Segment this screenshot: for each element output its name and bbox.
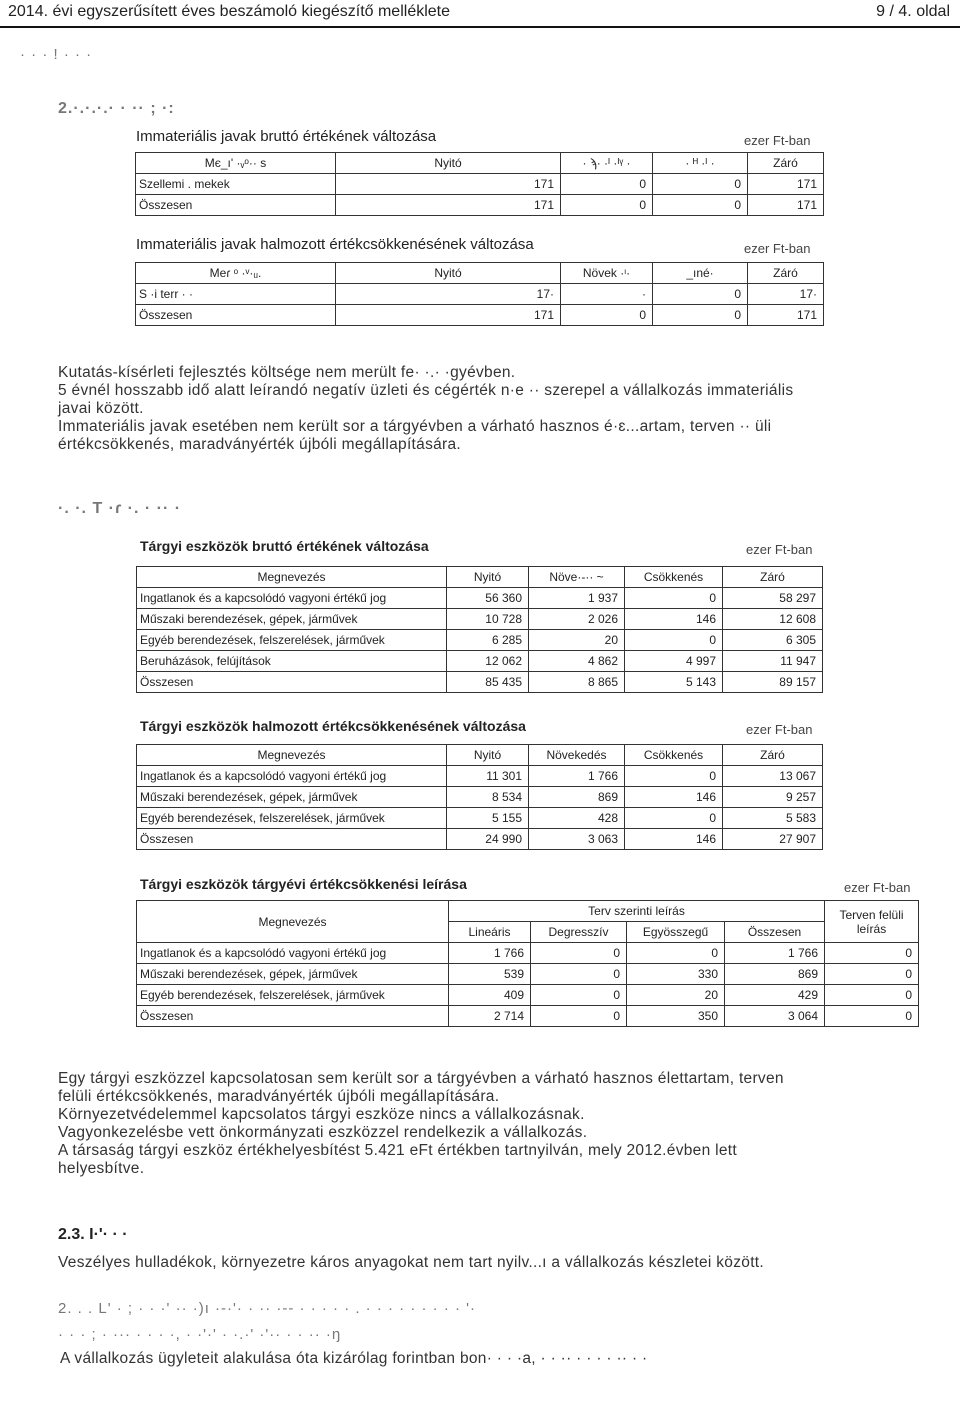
cell-value: 5 155 [447, 808, 529, 829]
row-label: Egyéb berendezések, felszerelések, járművek [137, 630, 447, 651]
cell-value: 1 937 [529, 588, 625, 609]
table-row [137, 588, 823, 609]
cell-value: 0 [625, 766, 723, 787]
header-cell: Záró [723, 745, 823, 766]
header-cell: Nyitó [336, 153, 561, 174]
text-line: értékcsökkenés, maradványérték újbóli megállapítására. [58, 436, 462, 453]
table-row [136, 195, 824, 216]
cell-value: 350 [627, 1006, 725, 1027]
header-cell: · ᴴ ·ᴵ · [653, 153, 748, 174]
text-line: 5 évnél hosszabb idő alatt leírandó negatív üzleti és cégérték n·e ·· szerepel a vállalkozás immateriális [58, 382, 794, 399]
cell-value: 0 [625, 630, 723, 651]
cell-value: 1 766 [449, 943, 531, 964]
table-title: Tárgyi eszközök bruttó értékének változása [140, 538, 429, 554]
header-cell: Növek ·ᶦ· [561, 263, 653, 284]
text-line: Kutatás-kísérleti fejlesztés költsége nem merült fe· ·.· ·gyévben. [58, 364, 516, 381]
cell-value: 85 435 [447, 672, 529, 693]
cell-value: 4 862 [529, 651, 625, 672]
tangible-depr-table [136, 744, 823, 850]
cell-value: 0 [531, 964, 627, 985]
header-cell: Záró [748, 263, 824, 284]
text-line: javai között. [58, 400, 144, 417]
garbled-line: · · · ; · ··· · · · ·, · ·'·' · ·.·' ·'·· · · ·· ·ŋ [58, 1326, 342, 1343]
header-cell: Növe·-·· ~ [529, 567, 625, 588]
text-line: A társaság tárgyi eszköz értékhelyesbítést 5.421 eFt értékben tartnyilván, mely 2012.évben lett [58, 1142, 737, 1159]
header-cell: Lineáris [449, 922, 531, 943]
cell-value: 171 [336, 305, 561, 326]
unit-label: ezer Ft-ban [746, 542, 813, 557]
row-label: S ·i terr · · [136, 284, 336, 305]
header-cell: Nyitó [336, 263, 561, 284]
cell-value: 0 [653, 284, 748, 305]
row-label: Műszaki berendezések, gépek, járművek [137, 787, 447, 808]
cell-value: 4 997 [625, 651, 723, 672]
table-title: Tárgyi eszközök tárgyévi értékcsökkenési leírása [140, 876, 467, 892]
table-row [137, 964, 919, 985]
row-label: Egyéb berendezések, felszerelések, járművek [137, 808, 447, 829]
unit-label: ezer Ft-ban [844, 880, 911, 895]
cell-value: 8 865 [529, 672, 625, 693]
row-label: Összesen [137, 1006, 449, 1027]
cell-value: 2 026 [529, 609, 625, 630]
cell-value: 146 [625, 787, 723, 808]
header-cell: Növekedés [529, 745, 625, 766]
cell-value: 171 [336, 195, 561, 216]
cell-value: 171 [748, 174, 824, 195]
table-row [136, 174, 824, 195]
header-cell: Megnevezés [137, 567, 447, 588]
cell-value: 171 [336, 174, 561, 195]
cell-value: 17· [748, 284, 824, 305]
cell-value: 869 [529, 787, 625, 808]
table-row [137, 829, 823, 850]
header-cell: Egyösszegű [627, 922, 725, 943]
header-cell: Terven felüli leírás [825, 901, 919, 943]
cell-value: 89 157 [723, 672, 823, 693]
text-line: Egy tárgyi eszközzel kapcsolatosan sem került sor a tárgyévben a várható hasznos élettartam, terven [58, 1070, 784, 1087]
paragraph-hazardous [58, 1254, 928, 1272]
header-cell: Csökkenés [625, 745, 723, 766]
header-cell: · ϡ· ·ᴵ ·ᴵᵞ · [561, 153, 653, 174]
cell-value: 0 [625, 808, 723, 829]
tangible-gross-table [136, 566, 823, 693]
cell-value: 11 301 [447, 766, 529, 787]
header-cell: Megnevezés [137, 901, 449, 943]
header-cell: Összesen [725, 922, 825, 943]
table-row [137, 787, 823, 808]
row-label: Összesen [137, 672, 447, 693]
section-heading-2-1: 2.·.·.·.· · ·· ; ·: [58, 100, 175, 117]
cell-value: 13 067 [723, 766, 823, 787]
cell-value: 8 534 [447, 787, 529, 808]
cell-value: 0 [625, 588, 723, 609]
cell-value: 0 [531, 985, 627, 1006]
cell-value: 0 [825, 964, 919, 985]
header-cell: Záró [748, 153, 824, 174]
table-row [137, 943, 919, 964]
cell-value: 146 [625, 609, 723, 630]
cell-value: · [561, 284, 653, 305]
header-cell: Csökkenés [625, 567, 723, 588]
cell-value: 0 [653, 195, 748, 216]
cell-value: 56 360 [447, 588, 529, 609]
cell-value: 0 [531, 1006, 627, 1027]
header-cell: Mє_ı' ·ᵥᵒ·· ѕ [136, 153, 336, 174]
row-label: Ingatlanok és a kapcsolódó vagyoni értékű jog [137, 766, 447, 787]
row-label: Összesen [136, 305, 336, 326]
intangible-gross-table [135, 152, 824, 216]
unit-label: ezer Ft-ban [744, 133, 811, 148]
paragraph-tangible [58, 1070, 928, 1178]
cell-value: 3 063 [529, 829, 625, 850]
cell-value: 0 [653, 305, 748, 326]
header-cell: Meɾ ᵒ ·ᵛ·ᵤ. [136, 263, 336, 284]
text-line: felüli értékcsökkenés, maradványérték újbóli megállapítására. [58, 1088, 500, 1105]
garbled-line: 2. . . L' · ; · · ·' ·· ·)ı ·-·'· · ·· ·-- · · · · · . · · · · · · · · · '· [58, 1300, 477, 1317]
row-label: Ingatlanok és a kapcsolódó vagyoni értékű jog [137, 588, 447, 609]
cell-value: 5 583 [723, 808, 823, 829]
table-title: Immateriális javak halmozott értékcsökkenésének változása [136, 236, 534, 253]
cell-value: 24 990 [447, 829, 529, 850]
cell-value: 1 766 [529, 766, 625, 787]
text-line: Veszélyes hulladékok, környezetre káros anyagokat nem tart nyilv...ı a vállalkozás készletei között. [58, 1254, 765, 1271]
cell-value: 0 [531, 943, 627, 964]
cell-value: 171 [748, 195, 824, 216]
row-label: Egyéb berendezések, felszerelések, járművek [137, 985, 449, 1006]
cell-value: 5 143 [625, 672, 723, 693]
unit-label: ezer Ft-ban [744, 241, 811, 256]
cell-value: 20 [627, 985, 725, 1006]
cell-value: 0 [561, 174, 653, 195]
cell-value: 0 [825, 985, 919, 1006]
header-cell: Nyitó [447, 745, 529, 766]
cell-value: 539 [449, 964, 531, 985]
garbled-line: · · · ! · · · [20, 46, 93, 63]
table-row [137, 1006, 919, 1027]
cell-value: 17· [336, 284, 561, 305]
cell-value: 10 728 [447, 609, 529, 630]
cell-value: 20 [529, 630, 625, 651]
table-row [137, 630, 823, 651]
cell-value: 869 [725, 964, 825, 985]
paragraph-currency [60, 1350, 930, 1368]
cell-value: 3 064 [725, 1006, 825, 1027]
cell-value: 11 947 [723, 651, 823, 672]
table-row [137, 651, 823, 672]
text-line: Vagyonkezelésbe vett önkormányzati eszközzel rendelkezik a vállalkozás. [58, 1124, 588, 1141]
unit-label: ezer Ft-ban [746, 722, 813, 737]
text-line: helyesbítve. [58, 1160, 145, 1177]
cell-value: 0 [627, 943, 725, 964]
cell-value: 27 907 [723, 829, 823, 850]
header-cell: _ıné· [653, 263, 748, 284]
table-row [137, 808, 823, 829]
cell-value: 0 [825, 1006, 919, 1027]
cell-value: 429 [725, 985, 825, 1006]
tangible-writeoff-table [136, 900, 919, 1027]
row-label: Beruházások, felújítások [137, 651, 447, 672]
row-label: Műszaki berendezések, gépek, járművek [137, 964, 449, 985]
table-row [137, 672, 823, 693]
table-row [136, 284, 824, 305]
header-cell: Terv szerinti leírás [449, 901, 825, 922]
table-title: Immateriális javak bruttó értékének változása [136, 128, 437, 145]
cell-value: 171 [748, 305, 824, 326]
row-label: Szellemi . mekek [136, 174, 336, 195]
cell-value: 0 [561, 195, 653, 216]
cell-value: 6 305 [723, 630, 823, 651]
cell-value: 0 [653, 174, 748, 195]
table-title: Tárgyi eszközök halmozott értékcsökkenésének változása [140, 718, 526, 734]
header-cell: Nyitó [447, 567, 529, 588]
cell-value: 58 297 [723, 588, 823, 609]
table-row [137, 766, 823, 787]
cell-value: 12 062 [447, 651, 529, 672]
header-cell: Záró [723, 567, 823, 588]
row-label: Műszaki berendezések, gépek, járművek [137, 609, 447, 630]
intangible-depr-table [135, 262, 824, 326]
section-heading-2-2: ·. ·. T ·ɾ ·. · ·· · [58, 500, 182, 517]
header-title: 2014. évi egyszerűsített éves beszámoló kiegészítő melléklete [8, 3, 451, 20]
section-heading-2-3: 2.3. I·'· · · [58, 1226, 128, 1243]
paragraph-intangible [58, 364, 928, 454]
cell-value: 428 [529, 808, 625, 829]
cell-value: 330 [627, 964, 725, 985]
cell-value: 409 [449, 985, 531, 1006]
cell-value: 0 [561, 305, 653, 326]
cell-value: 6 285 [447, 630, 529, 651]
page-header [0, 0, 960, 28]
table-row [137, 609, 823, 630]
header-cell: Degresszív [531, 922, 627, 943]
cell-value: 9 257 [723, 787, 823, 808]
page-number: 9 / 4. oldal [876, 3, 950, 20]
text-line: A vállalkozás ügyleteit alakulása óta kizárólag forintban bon· · · ·a, · · ·· · · · · ·· · · [60, 1350, 648, 1367]
row-label: Összesen [136, 195, 336, 216]
text-line: Környezetvédelemmel kapcsolatos tárgyi eszköze nincs a vállalkozásnak. [58, 1106, 585, 1123]
text-line: Immateriális javak esetében nem került sor a tárgyévben a várható hasznos é·ɛ...artam, terven ·· üli [58, 418, 772, 435]
row-label: Ingatlanok és a kapcsolódó vagyoni értékű jog [137, 943, 449, 964]
cell-value: 146 [625, 829, 723, 850]
header-cell: Megnevezés [137, 745, 447, 766]
row-label: Összesen [137, 829, 447, 850]
cell-value: 12 608 [723, 609, 823, 630]
table-row [136, 305, 824, 326]
cell-value: 1 766 [725, 943, 825, 964]
table-row [137, 985, 919, 1006]
cell-value: 2 714 [449, 1006, 531, 1027]
cell-value: 0 [825, 943, 919, 964]
